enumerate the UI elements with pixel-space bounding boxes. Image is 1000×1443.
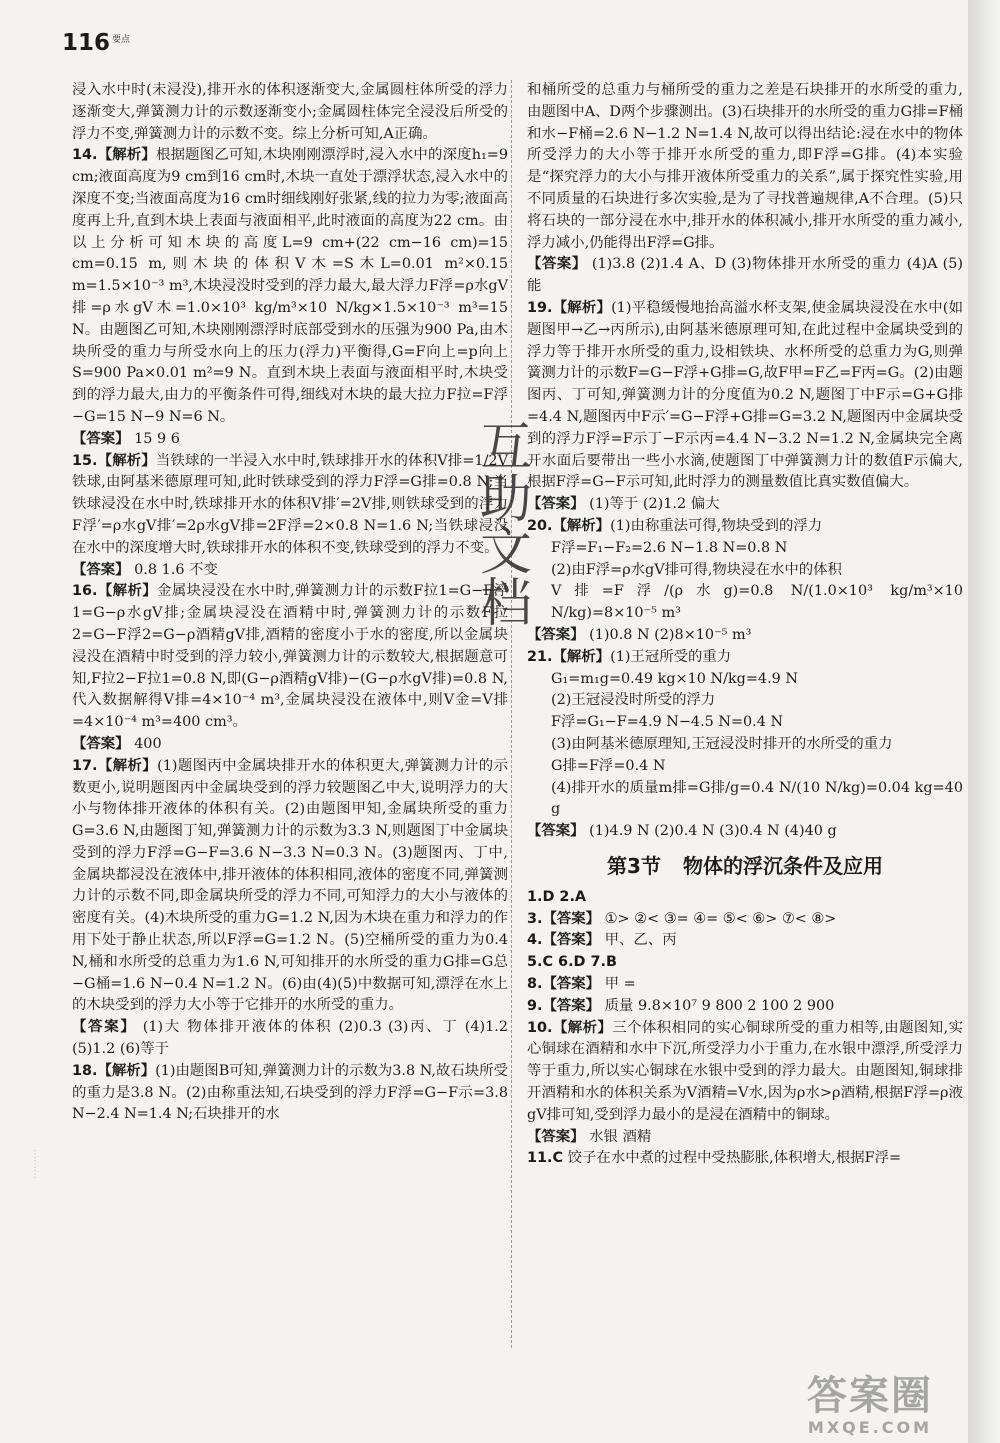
answer-text: (1)0.8 N (2)8×10⁻⁵ m³ <box>589 626 752 643</box>
answer-text: ①> ②< ③= ④= ⑤< ⑥> ⑦< ⑧> <box>604 910 837 927</box>
question-number: 14. <box>72 147 98 164</box>
answer-tag: 【答案】 <box>72 430 130 447</box>
answer-tag: 【答案】 <box>72 735 130 752</box>
answer-15 <box>72 560 508 582</box>
question-21 <box>527 647 963 669</box>
answer-tag: 【答案】 <box>527 626 585 643</box>
formula-line: V排=F浮/(ρ水g)=0.8 N/(1.0×10³ kg/m³×10 N/kg)=8×10⁻⁵ m³ <box>551 583 963 622</box>
section-title <box>527 853 963 879</box>
left-column <box>72 80 508 1126</box>
question-number: 9. <box>527 997 543 1014</box>
analysis-line: (2)王冠浸没时所受的浮力 <box>551 692 716 709</box>
question-number: 8. <box>527 976 543 993</box>
question-17 <box>72 756 508 1018</box>
answer-tag: 【答案】 <box>72 1019 137 1036</box>
answers-1-2: 1.D 2.A <box>527 888 587 905</box>
answer-tag: 【答案】 <box>527 256 587 273</box>
handwriting-char: 文 <box>480 522 533 582</box>
answers-5-7: 5.C 6.D 7.B <box>527 954 617 971</box>
analysis-text: 当铁球的一半浸入水中时,铁球排开水的体积V排=1/2V铁球,由阿基米德原理可知,此时铁球受到的浮力F浮=G排=0.8 N;当铁球浸没在水中时,铁球排开水的体积V排′=2V排,则铁球受到的浮力F浮′=ρ水gV排′=2ρ水gV排=2F浮=2×0.8 N=1.6 N;当铁球浸没在水中的深度增大时,铁球排开水的体积不变,铁球受到的浮力不变。 <box>72 452 508 556</box>
answer-tag: 【答案】 <box>72 561 130 578</box>
answer-text: (1)4.9 N (2)0.4 N (3)0.4 N (4)40 g <box>589 823 837 840</box>
answer-text: (1)大 物体排开液体的体积 (2)0.3 (3)丙、丁 (4)1.2 (5)1.2 (6)等于 <box>72 1019 509 1058</box>
formula-line: F浮=F₁−F₂=2.6 N−1.8 N=0.8 N <box>551 539 788 556</box>
answer-text: (1)等于 (2)1.2 偏大 <box>589 496 720 513</box>
question-number: 21. <box>527 648 553 665</box>
answer-tag: 【答案】 <box>527 1128 585 1145</box>
answer-text: 水银 酒精 <box>589 1128 652 1145</box>
analysis-tag: 【解析】 <box>97 1062 156 1079</box>
answer-17 <box>72 1017 508 1061</box>
watermark-logo-text: 答案圈 <box>807 1373 933 1419</box>
answer-tag: 【答案】 <box>527 823 585 840</box>
question-9 <box>527 996 963 1018</box>
question-16 <box>72 581 508 734</box>
answer-21 <box>527 821 963 843</box>
answer-14 <box>72 429 508 451</box>
answer-18 <box>527 254 963 298</box>
answer-tag: 【答案】 <box>542 997 601 1014</box>
column-divider <box>511 80 512 1348</box>
analysis-tag: 【解析】 <box>97 757 158 774</box>
answer-text: 质量 9.8×10⁷ 9 800 2 100 2 900 <box>604 997 835 1014</box>
question-number: 10. <box>527 1019 553 1036</box>
analysis-tag: 【解析】 <box>552 648 611 665</box>
page-mark: 要点 <box>112 35 131 45</box>
analysis-text: 金属块浸没在水中时,弹簧测力计的示数F拉1=G−F浮1=G−ρ水gV排;金属块浸没在酒精中时,弹簧测力计的示数F拉2=G−F浮2=G−ρ酒精gV排,酒精的密度小于水的密度,所以金属块浸没在酒精中时受到的浮力较小,弹簧测力计的示数较大,根据题意可知,F拉2−F拉1=0.8 N,即(G−ρ酒精gV排)−(G−ρ水gV排)=0.8 N,代入数据解得V排=4×10⁻⁴ m³,金属块浸没在液体中,则V金=V排=4×10⁻⁴ m³=400 cm³。 <box>72 583 508 731</box>
answer-text: (1)3.8 (2)1.4 A、D (3)物体排开水所受的重力 (4)A (5)能 <box>527 256 963 295</box>
analysis-tag: 【解析】 <box>97 452 156 469</box>
question-number: 17. <box>72 757 98 774</box>
analysis-line: (2)由F浮=ρ水gV排可得,物块浸在水中的体积 <box>551 561 842 578</box>
answer-tag: 【答案】 <box>542 910 601 927</box>
watermark-url: MXQE.COM <box>807 1418 933 1437</box>
section-name: 物体的浮沉条件及应用 <box>682 853 883 878</box>
handwriting-char: 互 <box>480 418 533 478</box>
handwriting-char: 助 <box>480 470 533 530</box>
answer-text: 400 <box>134 735 162 752</box>
question-10 <box>527 1018 963 1127</box>
question-number: 19. <box>527 299 553 316</box>
question-number: 20. <box>527 517 553 534</box>
analysis-tag: 【解析】 <box>552 517 611 534</box>
answer-tag: 【答案】 <box>527 496 585 513</box>
answer-tag: 【答案】 <box>542 932 601 949</box>
analysis-line: (1)王冠所受的重力 <box>610 648 732 665</box>
question-number: 11.C <box>527 1150 564 1167</box>
question-11 <box>527 1148 963 1170</box>
analysis-text: (1)由题图B可知,弹簧测力计的示数为3.8 N,故石块所受的重力是3.8 N。(2)由称重法知,石块受到的浮力F浮=G−F示=3.8 N−2.4 N=1.4 N;石块排开的水 <box>72 1062 508 1123</box>
handwriting-char: 档 <box>480 574 533 634</box>
page-number: 116 <box>62 30 111 56</box>
analysis-text: 根据题图乙可知,木块刚刚漂浮时,浸入水中的深度h₁=9 cm;液面高度为9 cm到16 cm时,木块一直处于漂浮状态,浸入水中的深度不变;当液面高度为16 cm时细线刚好张紧,线的拉力为零;液面高度再上升,直到木块上表面与液面相平,此时液面的高度为22 cm。由以上分析可知木块的高度L=9 cm+(22 cm−16 cm)=15 cm=0.15 m,则木块的体积V木=S木L=0.01 m²×0.15 m=1.5×10⁻³ m³,木块浸没时受到的浮力最大,最大浮力F浮=ρ水gV排=ρ水gV木=1.0×10³ kg/m³×10 N/kg×1.5×10⁻³ m³=15 N。由题图乙可知,木块刚刚漂浮时底部受到水的压强为900 Pa,由木块所受的重力与所受水向上的压力(浮力)平衡得,G=F向上=p向上S=900 Pa×0.01 m²=9 N。直到木块上表面与液面相平时,木块受到的浮力最大,由力的平衡条件可得,细线对木块的最大拉力F拉=F浮−G=15 N−9 N=6 N。 <box>72 147 508 425</box>
analysis-text: (1)题图丙中金属块排开水的体积更大,弹簧测力计的示数更小,说明题图丙中金属块受到的浮力较题图乙中大,说明浮力的大小与物体排开液体的体积有关。(2)由题图甲知,金属块所受的重力G=3.6 N,由题图丁知,弹簧测力计的示数为3.3 N,则题图丁中金属块受到的浮力F浮=G−F=3.6 N−3.3 N=0.3 N。(3)题图丙、丁中,金属块都浸没在液体中,排开液体的体积相同,液体的密度不同,弹簧测力计的示数不同,即金属块所受的浮力不同,可知浮力的大小与液体的密度有关。(4)木块所受的重力G=1.2 N,因为木块在重力和浮力的作用下处于静止状态,所以F浮=G=1.2 N。(5)空桶所受的重力为0.4 N,桶和水所受的总重力为1.6 N,可知排开的水所受的重力G排=G总−G桶=1.6 N−0.4 N=1.2 N。(6)由(4)(5)中数据可知,漂浮在水上的木块受到的浮力大小等于它排开的水所受的重力。 <box>72 757 508 1014</box>
analysis-text: (1)平稳缓慢地抬高溢水杯支架,使金属块浸没在水中(如题图甲→乙→丙所示),由阿基米德原理可知,在此过程中金属块受到的浮力等于排开水所受的重力,设相铁块、水杯所受的总重力为G,则弹簧测力计的示数F=G−F浮+G排=G,故F甲=F乙=F丙=G。(2)由题图丙、丁可知,弹簧测力计的分度值为0.2 N,题图丁中F示=G+G排=4.4 N,题图丙中F示′=G−F浮+G排=G=3.2 N,题图丙中金属块受到的浮力F浮=F示丁−F示丙=4.4 N−3.2 N=1.2 N,金属块完全离开水面后要带出一些小水滴,使题图丁中弹簧测力计的数值F示偏大,根据F浮=G−F示可知,此时浮力的测量数值比真实数值偏大。 <box>527 299 963 491</box>
right-column <box>527 80 963 1170</box>
answer-text: 甲 = <box>604 976 636 993</box>
section-number: 第3节 <box>607 853 661 878</box>
question-number: 15. <box>72 452 98 469</box>
question-3 <box>527 909 963 931</box>
question-20 <box>527 516 963 538</box>
question-number: 4. <box>527 932 543 949</box>
answer-20 <box>527 625 963 647</box>
margin-dots: ⋮ ⋮ ⋮ <box>30 1149 40 1180</box>
answer-19 <box>527 494 963 516</box>
formula-line: F浮=G₁−F=4.9 N−4.5 N=0.4 N <box>551 714 784 731</box>
analysis-text: 饺子在水中煮的过程中受热膨胀,体积增大,根据F浮= <box>567 1150 902 1167</box>
analysis-line: (3)由阿基米德原理知,王冠浸没时排开的水所受的重力 <box>551 735 893 752</box>
answer-10 <box>527 1127 963 1149</box>
analysis-tag: 【解析】 <box>552 299 612 316</box>
question-number: 18. <box>72 1062 98 1079</box>
question-19 <box>527 298 963 494</box>
question-number: 3. <box>527 910 543 927</box>
formula-line: (4)排开水的质量m排=G排/g=0.4 N/(10 N/kg)=0.04 kg=40 g <box>551 779 963 818</box>
answer-text: 15 9 6 <box>134 430 180 447</box>
analysis-tag: 【解析】 <box>552 1019 613 1036</box>
answer-16 <box>72 734 508 756</box>
question-18 <box>72 1061 508 1126</box>
analysis-tag: 【解析】 <box>97 147 157 164</box>
answer-tag: 【答案】 <box>542 976 601 993</box>
question-18-continued: 和桶所受的总重力与桶所受的重力之差是石块排开的水所受的重力,由题图中A、D两个步骤测出。(3)石块排开的水所受的重力G排=F桶和水−F桶=2.6 N−1.2 N=1.4 N,故可以得出结论:浸在水中的物体所受浮力的大小等于排开水所受的重力,即F浮=G排。(4)本实验是“探究浮力的大小与排开液体所受重力的关系”,属于探究性实验,用不同质量的石块进行多次实验,是为了寻找普遍规律,A不合理。(5)只将石块的一部分浸在水中,排开水的体积减小,排开水所受的重力减小,浮力减小,仍能得出F浮=G排。 <box>527 82 963 251</box>
analysis-tag: 【解析】 <box>97 583 158 600</box>
question-8 <box>527 974 963 996</box>
formula-line: G₁=m₁g=0.49 kg×10 N/kg=4.9 N <box>551 670 798 687</box>
question-number: 16. <box>72 583 98 600</box>
answer-text: 甲、乙、丙 <box>604 932 677 949</box>
page-edge <box>968 0 1000 1443</box>
question-4 <box>527 930 963 952</box>
analysis-text: 三个体积相同的实心铜球所受的重力相等,由题图知,实心铜球在酒精和水中下沉,所受浮力小于重力,在水银中漂浮,所受浮力等于重力,所以实心铜球在水银中受到的浮力最大。由题图知,铜球排开酒精和水的体积关系为V酒精=V水,因为ρ水>ρ酒精,根据F浮=ρ液gV排可知,受到浮力最小的是浸在酒精中的铜球。 <box>527 1019 963 1123</box>
answer-text: 0.8 1.6 不变 <box>134 561 218 578</box>
question-15 <box>72 451 508 560</box>
analysis-line: (1)由称重法可得,物块受到的浮力 <box>610 517 823 534</box>
question-14 <box>72 145 508 428</box>
formula-line: G排=F浮=0.4 N <box>551 757 666 774</box>
site-watermark <box>780 1374 960 1437</box>
intro-paragraph: 浸入水中时(未浸没),排开水的体积逐渐变大,金属圆柱体所受的浮力逐渐变大,弹簧测力计的示数逐渐变小;金属圆柱体完全浸没后所受的浮力不变,弹簧测力计的示数不变。综上分析可知,A正确。 <box>72 82 508 142</box>
